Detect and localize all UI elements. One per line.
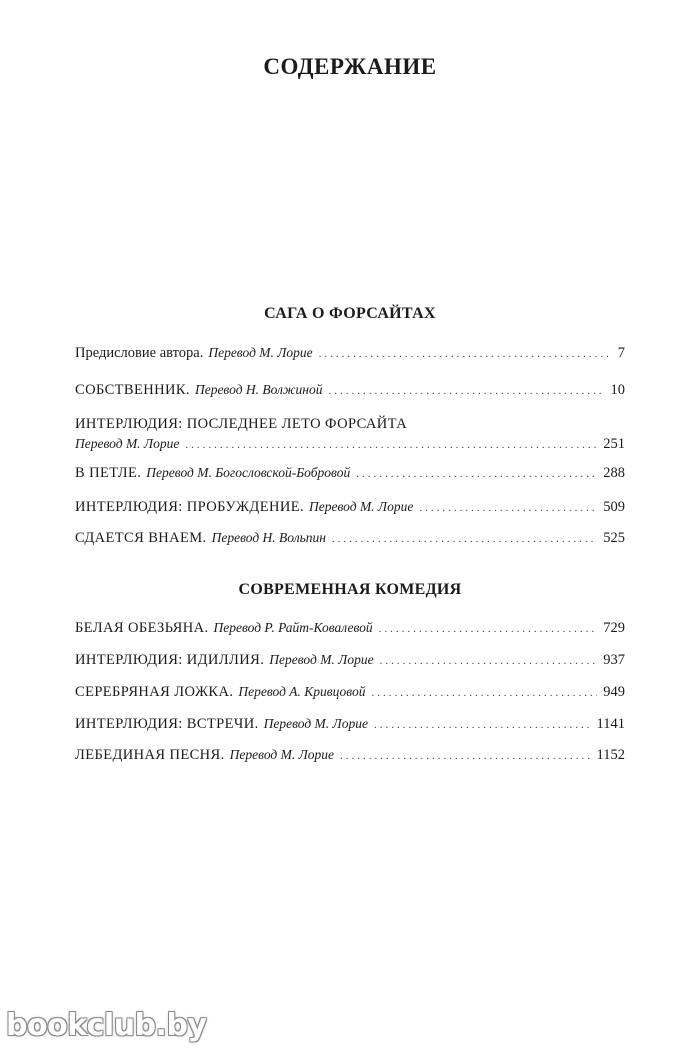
entry-translator: Перевод М. Лорие xyxy=(263,716,368,731)
entry-title: ИНТЕРЛЮДИЯ: ПОСЛЕДНЕЕ ЛЕТО ФОРСАЙТА xyxy=(75,416,408,432)
entry-page: 251 xyxy=(603,436,625,452)
section-title-modern-comedy: СОВРЕМЕННАЯ КОМЕДИЯ xyxy=(238,581,462,598)
dot-leader xyxy=(374,715,591,735)
dot-leader xyxy=(328,381,604,401)
entry-page: 509 xyxy=(603,499,625,515)
toc-entry xyxy=(75,528,625,549)
section-title-forsyte-saga: САГА О ФОРСАЙТАХ xyxy=(264,305,436,322)
entry-translator: Перевод Р. Райт-Ковалевой xyxy=(213,620,373,635)
toc-entry xyxy=(75,618,625,639)
entry-page: 949 xyxy=(603,684,625,700)
toc-entry xyxy=(75,414,625,455)
entry-title: БЕЛАЯ ОБЕЗЬЯНА. xyxy=(75,620,209,636)
dot-leader xyxy=(371,683,597,703)
watermark-logo: bookclub.by xyxy=(6,1008,207,1043)
entry-translator: Перевод М. Лорие xyxy=(229,747,334,762)
toc-entry xyxy=(75,682,625,703)
entry-translator: Перевод А. Кривцовой xyxy=(238,684,366,699)
entry-page: 10 xyxy=(610,382,625,398)
entry-translator: Перевод М. Лорие xyxy=(309,499,414,514)
toc-entry xyxy=(75,714,625,735)
entry-translator: Перевод М. Лорие xyxy=(269,652,374,667)
entry-title: СДАЕТСЯ ВНАЕМ. xyxy=(75,530,207,546)
entry-title: В ПЕТЛЕ. xyxy=(75,465,142,481)
dot-leader xyxy=(380,651,598,671)
dot-leader xyxy=(185,435,597,455)
dot-leader xyxy=(319,344,612,364)
entry-page: 1152 xyxy=(596,747,625,763)
toc-entry xyxy=(75,497,625,518)
entry-title: ЛЕБЕДИНАЯ ПЕСНЯ. xyxy=(75,747,225,763)
entry-title: ИНТЕРЛЮДИЯ: ПРОБУЖДЕНИЕ. xyxy=(75,499,304,515)
entry-page: 7 xyxy=(617,345,625,361)
entry-translator: Перевод М. Лорие xyxy=(208,345,313,360)
toc-entry xyxy=(75,745,625,766)
entry-translator: Перевод Н. Волжиной xyxy=(194,382,323,397)
toc-entry xyxy=(75,380,625,401)
entry-title: СОБСТВЕННИК. xyxy=(75,382,190,398)
entry-page: 1141 xyxy=(596,716,625,732)
toc-entry xyxy=(75,650,625,671)
dot-leader xyxy=(379,619,598,639)
entry-title: Предисловие автора. xyxy=(75,345,204,361)
entry-translator: Перевод М. Богословской-Бобровой xyxy=(146,465,351,480)
entry-title: ИНТЕРЛЮДИЯ: ВСТРЕЧИ. xyxy=(75,716,259,732)
dot-leader xyxy=(332,529,597,549)
entry-title: СЕРЕБРЯНАЯ ЛОЖКА. xyxy=(75,684,234,700)
entry-translator: Перевод Н. Вольпин xyxy=(211,530,326,545)
entry-translator: Перевод М. Лорие xyxy=(75,436,180,451)
entry-page: 288 xyxy=(603,465,625,481)
entry-page: 937 xyxy=(603,652,625,668)
page-title: СОДЕРЖАНИЕ xyxy=(263,54,437,79)
entry-page: 729 xyxy=(603,620,625,636)
dot-leader xyxy=(356,464,597,484)
dot-leader xyxy=(419,498,597,518)
toc-entry xyxy=(75,463,625,484)
entry-title: ИНТЕРЛЮДИЯ: ИДИЛЛИЯ. xyxy=(75,652,265,668)
entry-page: 525 xyxy=(603,530,625,546)
dot-leader xyxy=(340,746,591,766)
toc-entry xyxy=(75,343,625,364)
